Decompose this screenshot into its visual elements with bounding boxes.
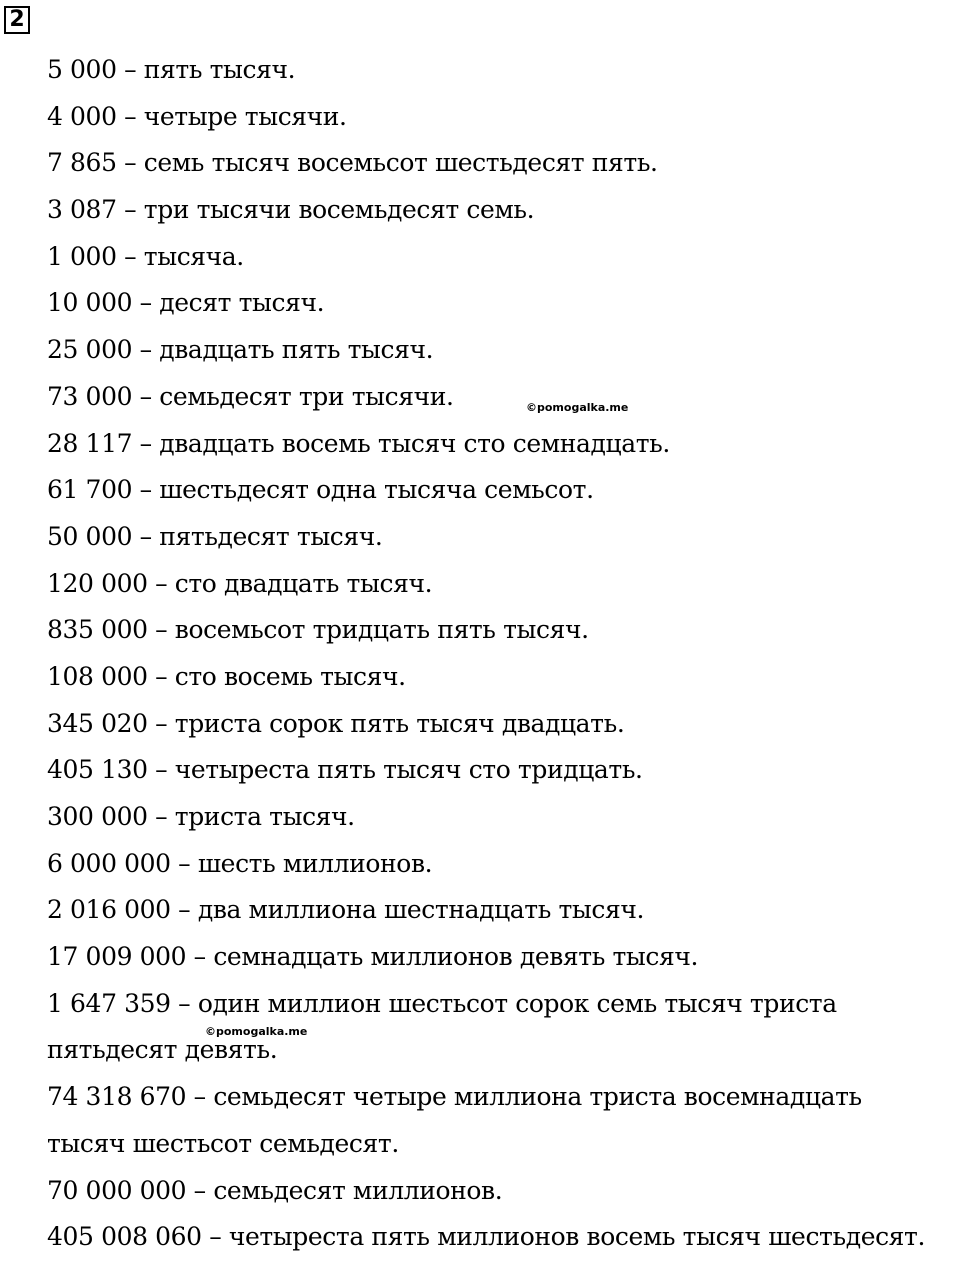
answer-line: 74 318 670 – семьдесят четыре миллиона триста восемнадцать	[47, 1082, 862, 1112]
answer-line: 6 000 000 – шесть миллионов.	[47, 848, 433, 878]
answer-line: 73 000 – семьдесят три тысячи.	[47, 381, 454, 411]
answer-line: 10 000 – десят тысяч.	[47, 288, 325, 318]
answer-line: 61 700 – шестьдесят одна тысяча семьсот.	[47, 475, 594, 505]
answer-line-continuation: тысяч шестьсот семьдесят.	[47, 1128, 399, 1158]
answer-line-continuation: пятьдесят девять.	[47, 1035, 278, 1065]
answer-line: 835 000 – восемьсот тридцать пять тысяч.	[47, 615, 589, 645]
answer-line: 300 000 – триста тысяч.	[47, 802, 355, 831]
answer-line: 7 865 – семь тысяч восемьсот шестьдесят пять.	[47, 148, 658, 178]
answer-line: 405 008 060 – четыреста пять миллионов восемь тысяч шестьдесят.	[47, 1222, 926, 1252]
task-number-badge: 2	[4, 6, 30, 34]
answer-line: 5 000 – пять тысяч.	[47, 55, 296, 84]
answer-line: 1 000 – тысяча.	[47, 241, 244, 271]
answer-line: 50 000 – пятьдесят тысяч.	[47, 521, 383, 551]
answer-line: 17 009 000 – семнадцать миллионов девять тысяч.	[47, 942, 699, 972]
answer-line: 28 117 – двадцать восемь тысяч сто семнадцать.	[47, 428, 670, 458]
watermark: ©pomogalka.me	[526, 401, 629, 414]
answer-line: 25 000 – двадцать пять тысяч.	[47, 335, 434, 365]
answer-line: 4 000 – четыре тысячи.	[47, 101, 347, 131]
answer-line: 120 000 – сто двадцать тысяч.	[47, 568, 433, 598]
answer-line: 345 020 – триста сорок пять тысяч двадцать.	[47, 708, 625, 738]
answer-list	[47, 47, 952, 1261]
answer-line: 108 000 – сто восемь тысяч.	[47, 661, 406, 691]
answer-line: 1 647 359 – один миллион шестьсот сорок семь тысяч триста	[47, 988, 837, 1018]
answer-line: 2 016 000 – два миллиона шестнадцать тысяч.	[47, 895, 645, 925]
watermark: ©pomogalka.me	[205, 1025, 308, 1038]
answer-line: 405 130 – четыреста пять тысяч сто тридцать.	[47, 755, 643, 785]
answer-line: 70 000 000 – семьдесят миллионов.	[47, 1175, 503, 1205]
answer-line: 3 087 – три тысячи восемьдесят семь.	[47, 195, 535, 225]
